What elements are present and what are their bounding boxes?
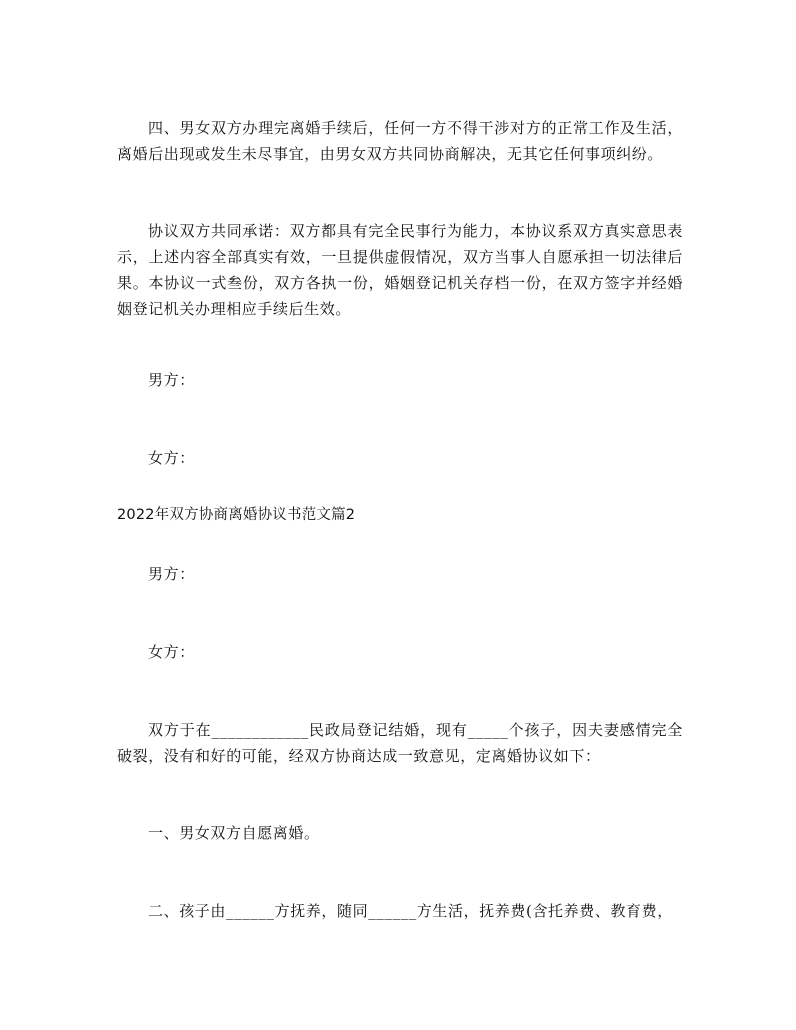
section-title: 2022年双方协商离婚协议书范文篇2 (117, 507, 356, 523)
clause-one-line: 一、男女双方自愿离婚。 (148, 824, 320, 842)
male-party-label: 男方： (148, 565, 195, 583)
clause-four-paragraph: 四、男女双方办理完离婚手续后，任何一方不得干涉对方的正常工作及生活，离婚后出现或发生未尽事宜，由男女双方共同协商解决，无其它任何事项纠纷。 (117, 119, 683, 163)
female-party-label: 女方： (148, 643, 195, 661)
female-signature-label: 女方： (148, 449, 195, 467)
clause-two-line: 二、孩子由______方抚养，随同______方生活，抚养费(含托养费、教育费， (148, 902, 673, 920)
marriage-intro-paragraph: 双方于在____________民政局登记结婚，现有_____个孩子，因夫妻感情完全破裂，没有和好的可能，经双方协商达成一致意见，定离婚协议如下： (117, 721, 683, 765)
male-signature-label: 男方： (148, 371, 195, 389)
joint-promise-paragraph: 协议双方共同承诺：双方都具有完全民事行为能力，本协议系双方真实意思表示，上述内容全部真实有效，一旦提供虚假情况，双方当事人自愿承担一切法律后果。本协议一式叁份，双方各执一份，婚姻登记机关存档一份，在双方签字并经婚姻登记机关办理相应手续后生效。 (117, 222, 683, 318)
